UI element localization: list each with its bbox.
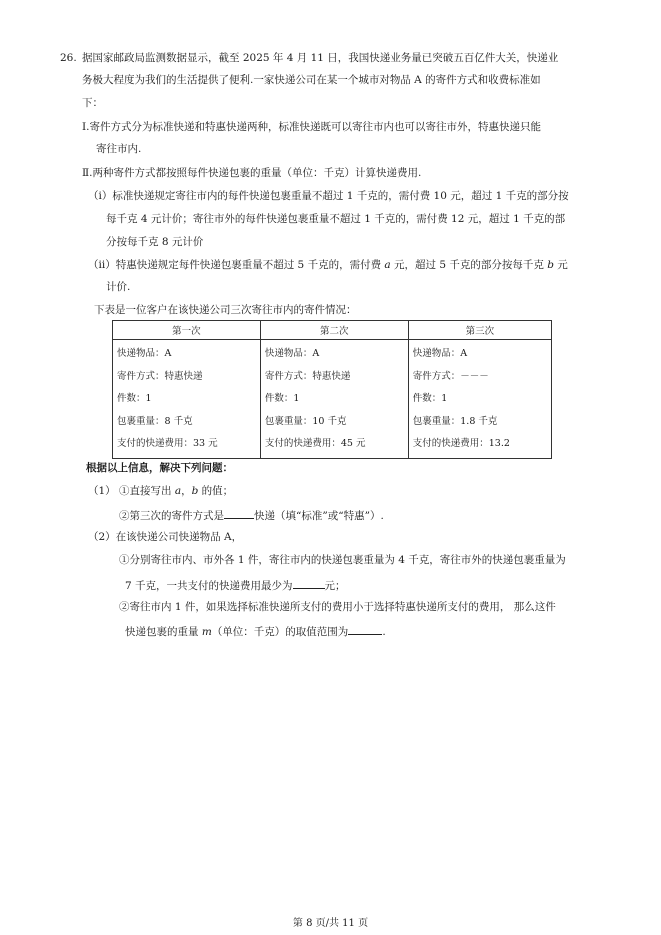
cell-weight: 包裹重量：10 千克 [264, 415, 347, 427]
cell-item: 快递物品：A [117, 348, 172, 359]
cell-item: 快递物品：A [264, 348, 320, 359]
solve-heading: 根据以上信息，解决下列问题： [86, 462, 233, 474]
intro-line-2: 务极大程度为我们的生活提供了便利.一家快递公司在某一个城市对物品 A 的寄件方式和收费标准如 [82, 74, 541, 86]
rule-1-line-2: 寄往市内. [96, 143, 142, 155]
question-1-label: （1） [88, 485, 116, 497]
table-row [113, 340, 552, 459]
header-first: 第一次 [113, 321, 261, 340]
cell-method: 寄件方式：特惠快递 [264, 370, 351, 382]
intro-line-1: 据国家邮政局监测数据显示，截至 2025 年 4 月 11 日，我国快递业务量已突破五百亿件大关，快递业 [82, 52, 559, 64]
cell-method: 寄件方式：－－－ [412, 370, 489, 382]
question-2-label: （2）在该快递公司快递物品 A， [88, 531, 243, 543]
cell-count: 件数：1 [412, 393, 448, 405]
cell-weight: 包裹重量：1.8 千克 [412, 415, 498, 427]
answer-blank[interactable] [348, 623, 382, 635]
record-third [408, 340, 551, 459]
cell-item: 快递物品：A [412, 348, 468, 359]
answer-blank[interactable] [224, 507, 254, 519]
cell-fee: 支付的快递费用：33 元 [117, 438, 218, 450]
answer-blank[interactable] [293, 577, 325, 589]
question-2-part-1-line-1: ①分别寄往市内、市外各 1 件，寄往市内的快递包裹重量为 4 千克，寄往市外的快递包裹重量为 [119, 554, 566, 566]
sub-ii-line-2: 计价. [106, 281, 131, 293]
intro-line-3: 下： [82, 97, 103, 109]
question-1-part-2: ②第三次的寄件方式是 快递（填“标准”或“特惠”）. [119, 507, 384, 523]
question-2-part-1-line-2: 7 千克，一共支付的快递费用最少为 元； [125, 577, 346, 593]
shipping-records-table [112, 320, 552, 459]
question-2-part-2-line-2: 快递包裹的重量 m（单位：千克）的取值范围为 . [125, 623, 386, 639]
sub-i-line-2: 每千克 4 元计价；寄往市外的每件快递包裹重量不超过 1 千克的，需付费 12 元，超过 1 千克的部 [106, 213, 566, 225]
record-second [260, 340, 408, 459]
cell-count: 件数：1 [264, 393, 300, 405]
question-2-part-2-line-1: ②寄往市内 1 件，如果选择标准快递所支付的费用小于选择特惠快递所支付的费用， 那么这件 [119, 601, 556, 613]
question-1-part-1: ①直接写出 a，b 的值； [119, 485, 234, 497]
table-intro: 下表是一位客户在该快递公司三次寄往市内的寄件情况： [94, 304, 357, 316]
table-header-row [113, 321, 552, 340]
sub-ii-line-1: （ⅱ）特惠快递规定每件快递包裹重量不超过 5 千克的，需付费 a 元，超过 5 千克的部分按每千克 b 元 [88, 259, 568, 271]
rule-2: Ⅱ.两种寄件方式都按照每件快递包裹的重量（单位：千克）计算快递费用. [82, 167, 422, 179]
problem-number: 26. [60, 52, 77, 64]
record-first [113, 340, 261, 459]
cell-weight: 包裹重量：8 千克 [117, 415, 193, 427]
sub-i-line-3: 分按每千克 8 元计价 [106, 236, 204, 248]
cell-count: 件数：1 [117, 393, 152, 405]
cell-fee: 支付的快递费用：13.2 [412, 438, 510, 450]
variable-b: b [547, 259, 554, 271]
page-footer: 第 8 页/共 11 页 [292, 918, 369, 929]
header-second: 第二次 [260, 321, 408, 340]
cell-method: 寄件方式：特惠快递 [117, 370, 203, 382]
sub-i-line-1: （ⅰ）标准快递规定寄往市内的每件快递包裹重量不超过 1 千克的，需付费 10 元，超过 1 千克的部分按 [88, 190, 569, 202]
cell-fee: 支付的快递费用：45 元 [264, 438, 366, 450]
header-third: 第三次 [408, 321, 551, 340]
rule-1-line-1: Ⅰ.寄件方式分为标准快递和特惠快递两种，标准快递既可以寄往市内也可以寄往市外，特惠快递只能 [82, 121, 541, 133]
variable-a: a [384, 259, 391, 271]
